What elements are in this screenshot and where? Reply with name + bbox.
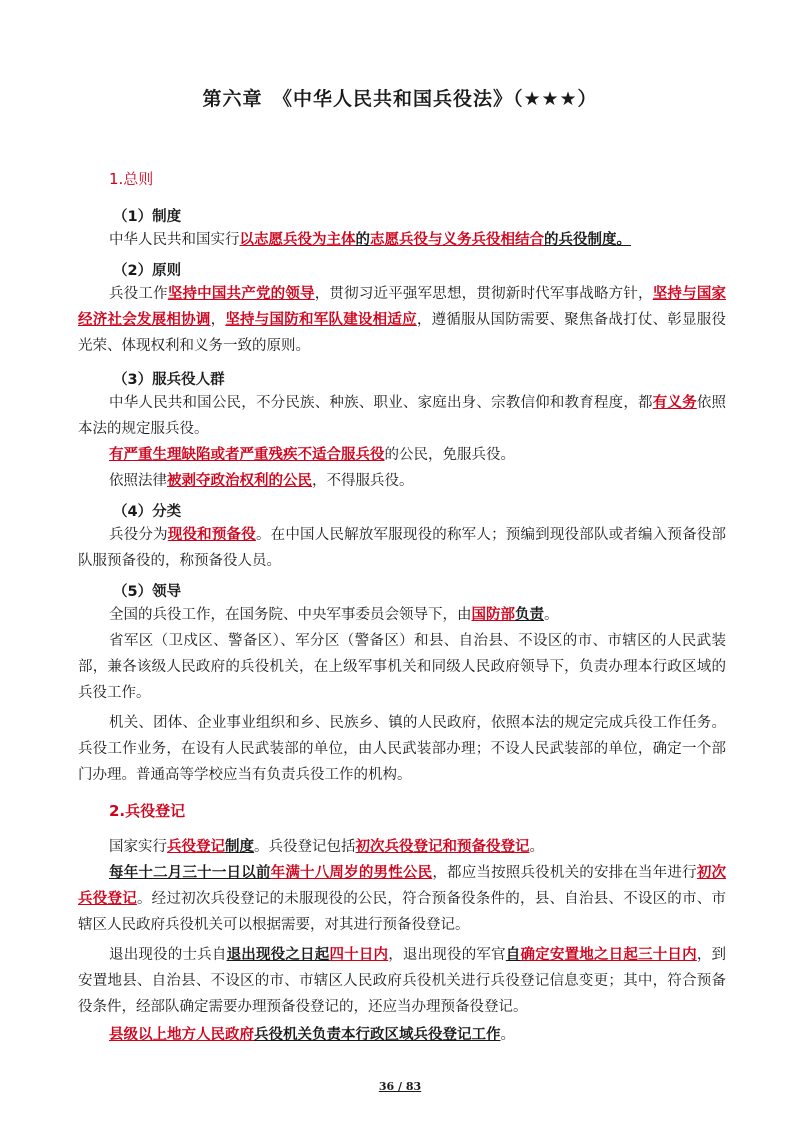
paragraph-initial-registration: 每年十二月三十一日以前年满十八周岁的男性公民，都应当按照兵役机关的安排在当年进行初次兵役登记。经过初次兵役登记的未服现役的公民，符合预备役条件的，县、自治县、不设区的市、市辖区人民政府兵役机关可以根据需要，对其进行预备役登记。: [78, 864, 727, 933]
paragraph-system: 中华人民共和国实行以志愿兵役为主体的志愿兵役与义务兵役相结合的兵役制度。: [109, 231, 631, 248]
page-number: 36 / 83: [378, 1080, 422, 1093]
paragraph-principles: 兵役工作坚持中国共产党的领导，贯彻习近平强军思想，贯彻新时代军事战略方针，坚持与国家经济社会发展相协调，坚持与国防和军队建设相适应，遵循服从国防需要、聚焦备战打仗、彰显服役光荣、体现权利和义务一致的原则。: [78, 285, 727, 354]
paragraph-local-government: 县级以上地方人民政府兵役机关负责本行政区域兵役登记工作。: [109, 1026, 515, 1043]
subheading-service-population: （3）服兵役人群: [113, 372, 225, 388]
paragraph-disqualification: 依照法律被剥夺政治权利的公民，不得服兵役。: [109, 472, 414, 489]
paragraph-obligation: 中华人民共和国公民，不分民族、种族、职业、家庭出身、宗教信仰和教育程度，都有义务依照本法的规定服兵役。: [78, 394, 727, 437]
paragraph-national-leadership: 全国的兵役工作，在国务院、中央军事委员会领导下，由国防部负责。: [109, 606, 559, 623]
section-heading-registration: 2.兵役登记: [109, 802, 186, 820]
subheading-principles: （2）原则: [113, 263, 182, 279]
paragraph-organizations: 机关、团体、企业事业组织和乡、民族乡、镇的人民政府，依照本法的规定完成兵役工作任务。兵役工作业务，在设有人民武装部的单位，由人民武装部办理；不设人民武装部的单位，确定一个部门办理。普通高等学校应当有负责兵役工作的机构。: [78, 715, 726, 783]
paragraph-discharged-registration: 退出现役的士兵自退出现役之日起四十日内，退出现役的军官自确定安置地之日起三十日内，到安置地县、自治县、不设区的市、市辖区人民政府兵役机关进行兵役登记信息变更；其中，符合预备役条件，经部队确定需要办理预备役登记的，还应当办理预备役登记。: [78, 946, 727, 1015]
paragraph-exemption: 有严重生理缺陷或者严重残疾不适合服兵役的公民，免服兵役。: [109, 446, 515, 463]
paragraph-military-districts: 省军区（卫戍区、警备区）、军分区（警备区）和县、自治县、不设区的市、市辖区的人民武装部，兼各该级人民政府的兵役机关，在上级军事机关和同级人民政府领导下，负责办理本行政区域的兵役工作。: [78, 633, 726, 701]
paragraph-registration-system: 国家实行兵役登记制度。兵役登记包括初次兵役登记和预备役登记。: [109, 838, 544, 855]
subheading-system: （1）制度: [113, 209, 182, 225]
chapter-title: 第六章 《中华人民共和国兵役法》（★★★）: [202, 88, 598, 110]
subheading-leadership: （5）领导: [113, 584, 182, 600]
paragraph-classification: 兵役分为现役和预备役。在中国人民解放军服现役的称军人；预编到现役部队或者编入预备役部队服预备役的，称预备役人员。: [78, 526, 726, 569]
section-heading-general: 1.总则: [109, 170, 154, 188]
subheading-classification: （4）分类: [113, 504, 182, 520]
